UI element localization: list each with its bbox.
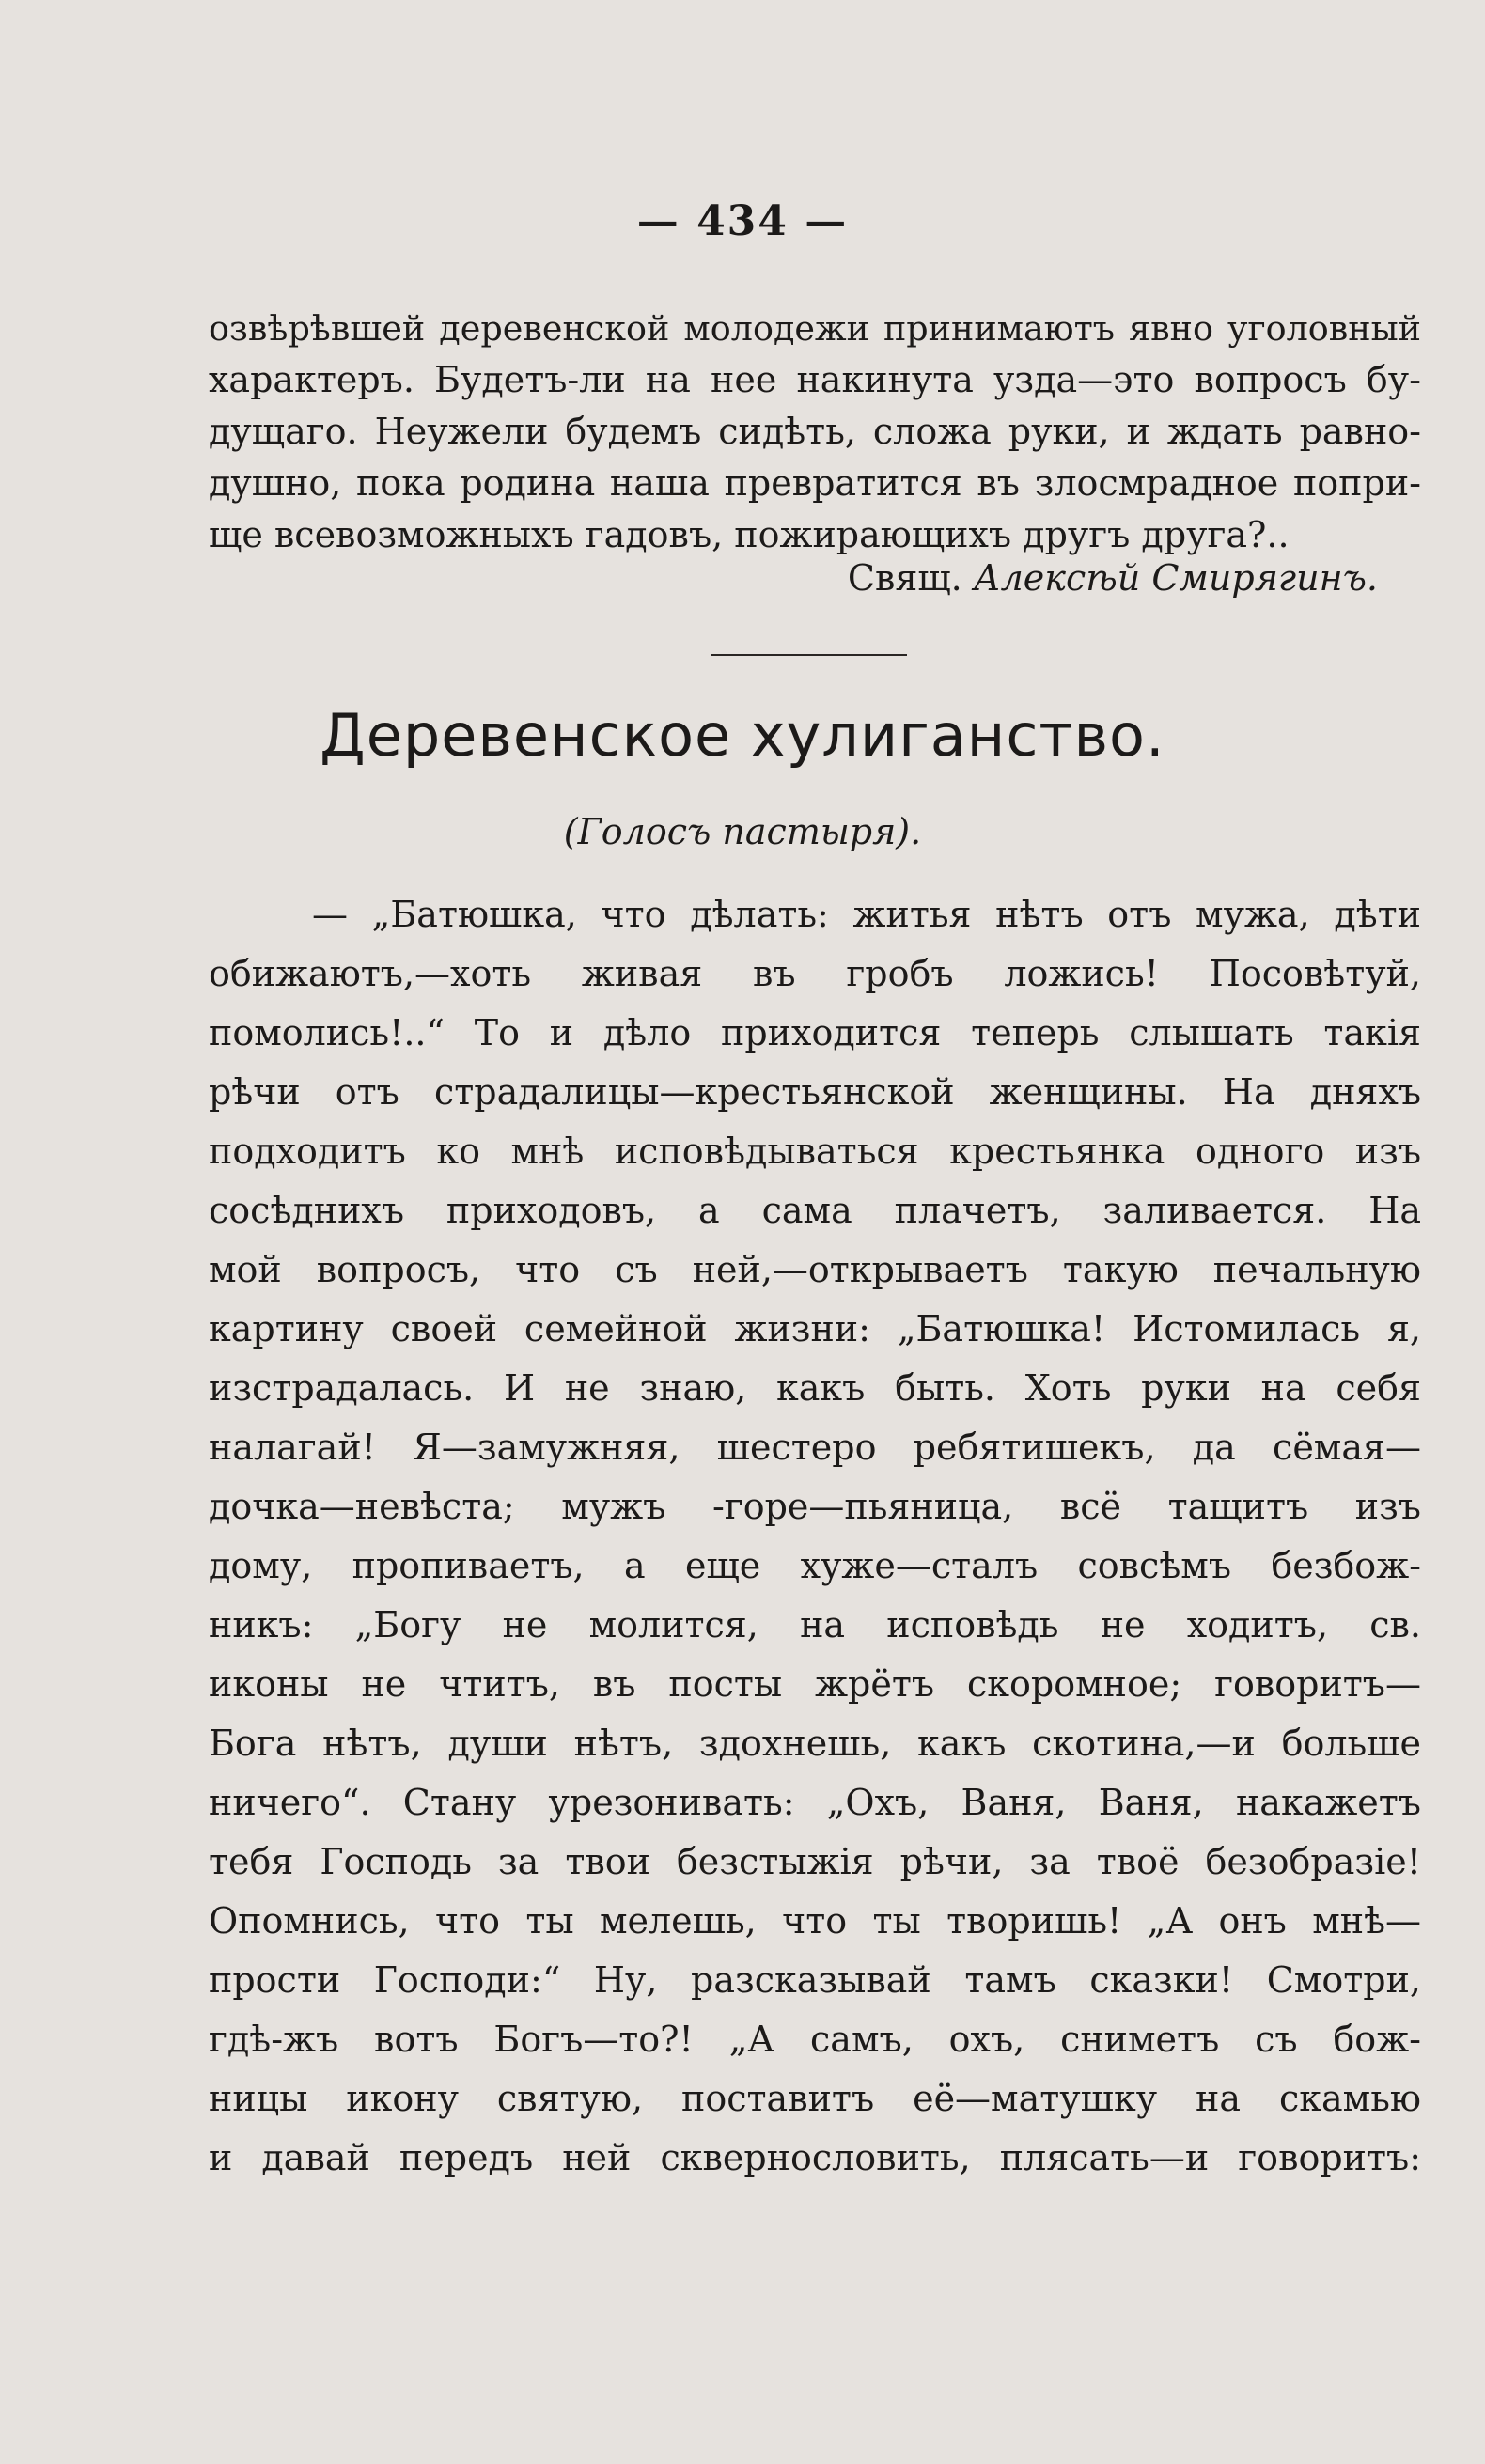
text-line: картину своей семейной жизни: „Батюшка! Истомилась я, [209, 1308, 1421, 1349]
text-line: обижаютъ,—хоть живая въ гробъ ложись! Посовѣтуй, [209, 953, 1421, 994]
article-subheading: (Голосъ пастыря). [563, 811, 922, 852]
text-line: дочка—невѣста; мужъ -горе—пьяница, всё тащитъ изъ [209, 1486, 1421, 1527]
text-line: никъ: „Богу не молится, на исповѣдь не ходитъ, св. [209, 1604, 1421, 1645]
text-line: налагай! Я—замужняя, шестеро ребятишекъ, да сёмая— [209, 1427, 1421, 1468]
text-line: душно, пока родина наша превратится въ злосмрадное попри- [209, 462, 1421, 504]
text-line: Бога нѣтъ, души нѣтъ, здохнешь, какъ скотина,—и больше [209, 1723, 1421, 1764]
body-paragraph [209, 885, 1421, 2188]
article-heading: Деревенское хулиганство. [320, 701, 1165, 770]
text-line: ничего“. Стану урезонивать: „Охъ, Ваня, Ваня, накажетъ [209, 1782, 1421, 1823]
text-line: подходитъ ко мнѣ исповѣдываться крестьянка одного изъ [209, 1131, 1421, 1172]
text-line: помолись!..“ То и дѣло приходится теперь слышать такія [209, 1012, 1421, 1053]
text-line: прости Господи:“ Ну, разсказывай тамъ сказки! Смотри, [209, 1959, 1421, 2001]
text-line: и давай передъ ней сквернословить, плясать—и говоритъ: [209, 2137, 1421, 2178]
text-line: характеръ. Будетъ-ли на нее накинута узда—это вопросъ бу- [209, 359, 1421, 400]
text-line: иконы не чтитъ, въ посты жрётъ скоромное; говоритъ— [209, 1663, 1421, 1705]
text-line: изстрадалась. И не знаю, какъ быть. Хоть руки на себя [209, 1367, 1421, 1409]
text-line: рѣчи отъ страдалицы—крестьянской женщины. На дняхъ [209, 1071, 1421, 1113]
text-line: — „Батюшка, что дѣлать: житья нѣтъ отъ мужа, дѣти [312, 894, 1421, 935]
text-line: ще всевозможныхъ гадовъ, пожирающихъ другъ друга?.. [209, 514, 1290, 555]
section-divider [711, 654, 907, 656]
page-number: — 434 — [636, 197, 849, 245]
text-line: гдѣ-жъ вотъ Богъ—то?! „А самъ, охъ, сниметъ съ бож- [209, 2019, 1421, 2060]
text-line: сосѣднихъ приходовъ, а сама плачетъ, заливается. На [209, 1190, 1421, 1231]
text-line: дому, пропиваетъ, а еще хуже—сталъ совсѣмъ безбож- [209, 1545, 1421, 1586]
text-line: ницы икону святую, поставитъ её—матушку на скамью [209, 2078, 1421, 2119]
signature-name: Алексѣй Смирягинъ. [973, 557, 1378, 599]
text-line: озвѣрѣвшей деревенской молодежи принимаютъ явно уголовный [209, 308, 1421, 349]
top-paragraph [209, 303, 1421, 561]
author-signature [848, 553, 1378, 604]
text-line: дущаго. Неужели будемъ сидѣть, сложа руки, и ждать равно- [209, 411, 1421, 452]
signature-title: Свящ. [847, 557, 962, 599]
text-line: мой вопросъ, что съ ней,—открываетъ такую печальную [209, 1249, 1421, 1290]
text-line: Опомнись, что ты мелешь, что ты творишь! „А онъ мнѣ— [209, 1900, 1421, 1942]
text-line: тебя Господь за твои безстыжія рѣчи, за твоё безобразіе! [209, 1841, 1421, 1882]
